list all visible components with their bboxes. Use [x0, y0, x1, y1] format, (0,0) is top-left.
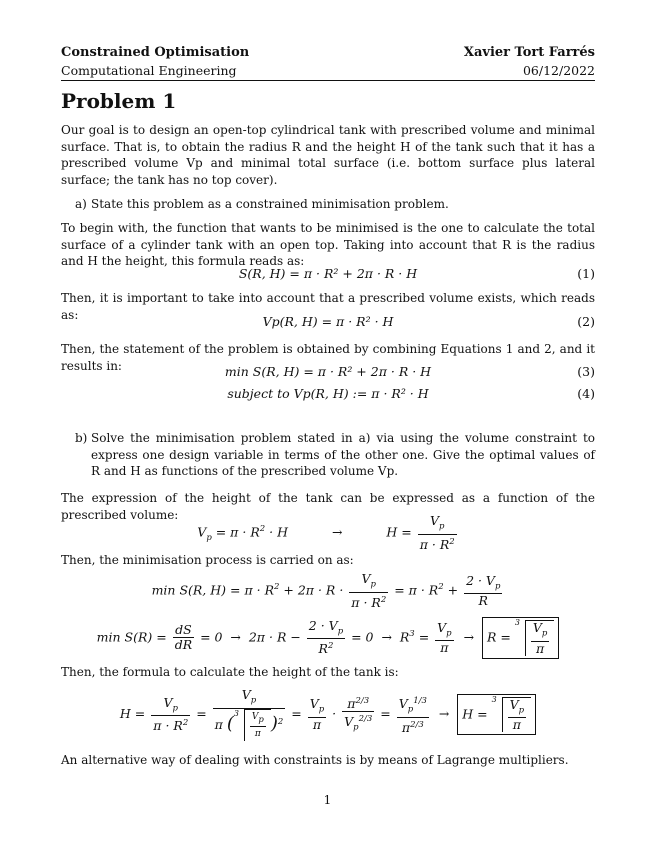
header-author: Xavier Tort Farrés [463, 45, 595, 60]
part-a-question: State this problem as a constrained minimisation problem. [91, 197, 449, 211]
equation-4-body: subject to Vp(R, H) := π · R² · H [227, 386, 429, 401]
part-a-label: a) [75, 197, 87, 211]
header-course: Constrained Optimisation [61, 45, 250, 60]
header-subject: Computational Engineering [61, 63, 237, 78]
equation-1-number: (1) [577, 266, 595, 281]
part-b-paragraph-4: An alternative way of dealing with constraints is by means of Lagrange multipliers. [61, 753, 569, 767]
derivative-equation: min S(R) = $\frac{dS}{dR}$ = 0 → 2π · R − $\frac{2 \cdot V_p}{R^2}$ = $0 \to R^3$ = $\frac{V_p}{\pi}$ → R = 3 $\frac{V_p}{\pi}$ [61, 617, 595, 655]
part-b-paragraph-3: Then, the formula to calculate the height of the tank is: [61, 665, 399, 679]
part-b-label: b) [75, 431, 88, 445]
part-b-paragraph-2: Then, the minimisation process is carried on as: [61, 553, 354, 567]
part-b-paragraph-1: The expression of the height of the tank can be expressed as a function of the prescribed volume: [61, 491, 595, 522]
equation-2-number: (2) [577, 314, 595, 329]
part-b-item [75, 430, 595, 480]
equation-4-number: (4) [577, 386, 595, 401]
height-expression: $V_p = \pi \cdot R^2 \cdot H \to H$ = $\frac{V_p}{\pi \cdot R^2}$ [197, 513, 455, 552]
page-number: 1 [323, 793, 332, 807]
surface-substitution: min S(R, $H) = \pi \cdot R^2 + 2\pi \cdot R$ · $\frac{V_p}{\pi \cdot R^2}$ = $\pi \cdot R^2$ + $\frac{2 \cdot V_p}{R}$ [151, 571, 501, 610]
part-a-paragraph-3: Then, the statement of the problem is obtained by combining Equations 1 and 2, and it results in: [61, 342, 595, 373]
part-a-paragraph-1: To begin with, the function that wants to be minimised is the one to calculate the total surface of a cylinder tank with an open top. Taking into account that R is the radius and H the height, this formula reads as: [61, 221, 595, 268]
optimal-radius-box: R = 3 $\frac{V_p}{\pi}$ [482, 617, 559, 659]
intro-paragraph: Our goal is to design an open-top cylindrical tank with prescribed volume and minimal surface. That is, to obtain the radius R and the height H of the tank such that it has a prescribed volume Vp and minimal total surface (i.e. bottom surface plus lateral surface; the tank has no top cover). [61, 123, 595, 187]
part-b-question: Solve the minimisation problem stated in a) via using the volume constraint to express one design variable in terms of the other one. Give the optimal values of R and H as functions of the prescribed volume Vp. [91, 431, 595, 478]
part-a-item [75, 196, 595, 213]
equation-2-body: Vp(R, H) = π · R² · H [262, 314, 394, 329]
header-rule [61, 80, 595, 81]
equation-3-body: min S(R, H) = π · R² + 2π · R · H [224, 364, 432, 379]
equation-3-number: (3) [577, 364, 595, 379]
optimal-height-equation: H = $\frac{V_p}{\pi \cdot R^2}$ = $V_p$ π ( 3 $\frac{V_p}{\pi}$ )$^2$ = $\frac{V_p}{\pi}$ · $\frac{\pi^{2/3}}{V_p^{2/3}}$ = $\frac{V_p^{1/3}}{\pi^{2/3}}$ → H = 3 $\frac{V_p}{\pi}$ [61, 688, 595, 740]
header-date: 06/12/2022 [522, 63, 595, 78]
optimal-height-box: H = 3 $\frac{V_p}{\pi}$ [457, 694, 536, 736]
problem-title: Problem 1 [61, 89, 177, 113]
part-a-paragraph-2: Then, it is important to take into account that a prescribed volume exists, which reads as: [61, 291, 595, 322]
equation-1-body: S(R, H) = π · R² + 2π · R · H [238, 266, 418, 281]
